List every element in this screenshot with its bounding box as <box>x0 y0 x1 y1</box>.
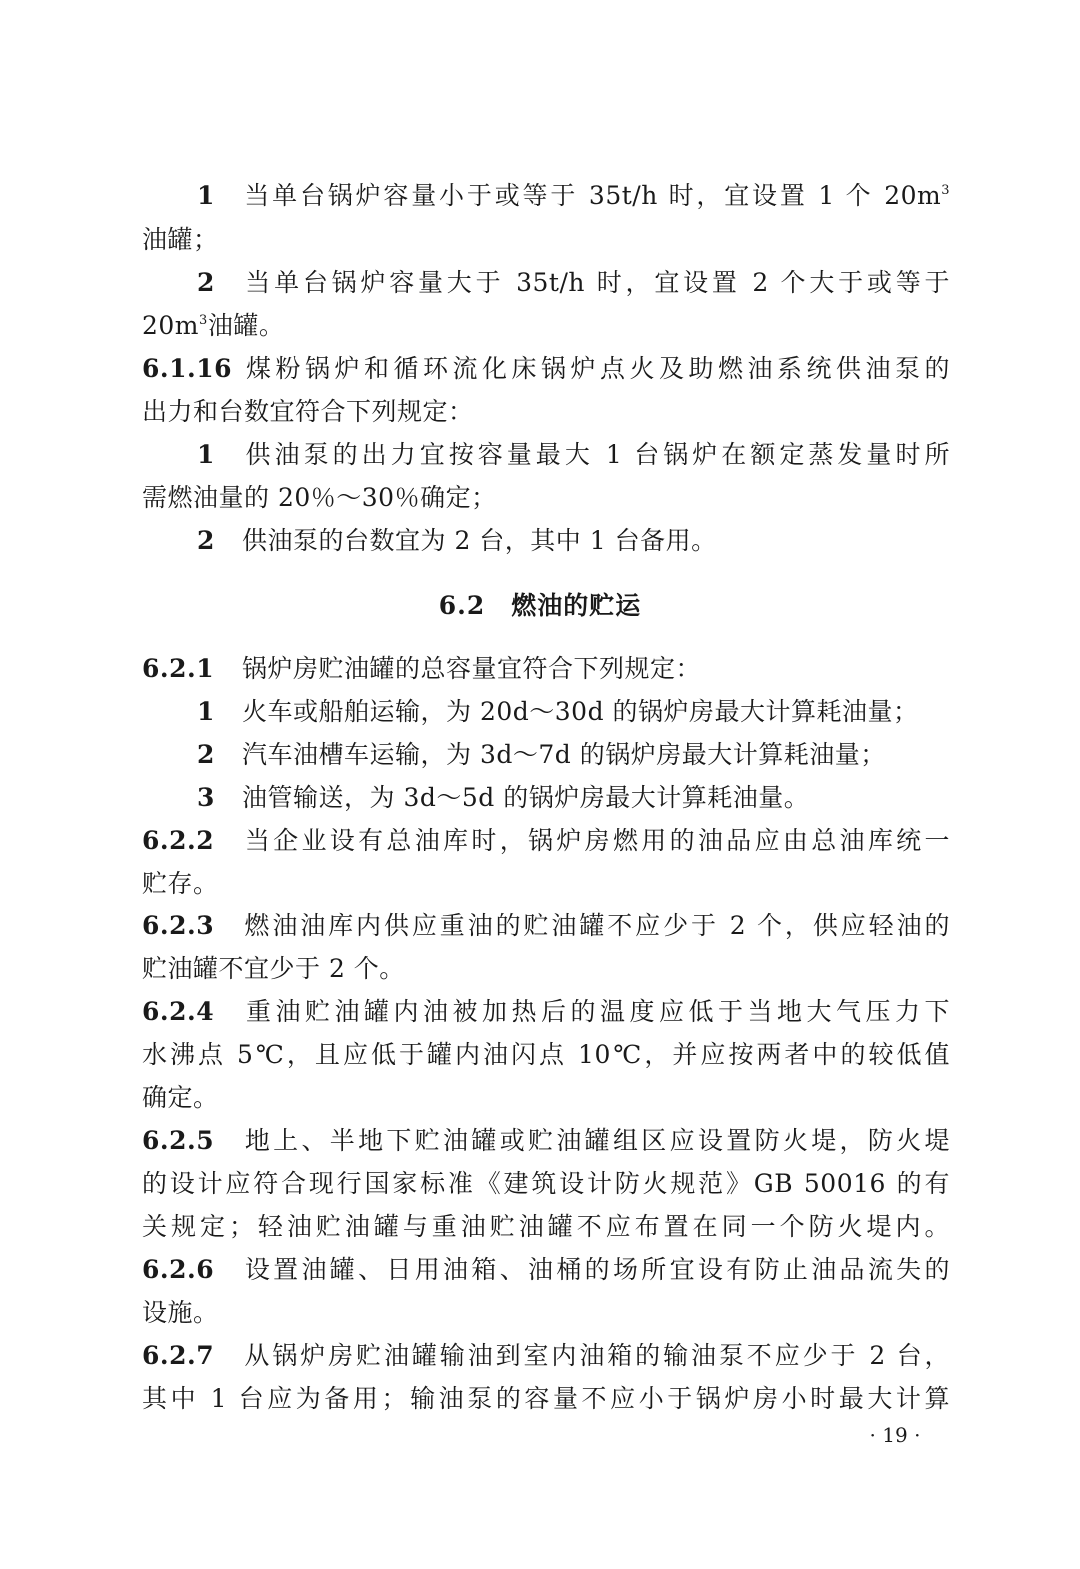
clause-text: 重油贮油罐内油被加热后的温度应低于当地大气压力下 <box>242 997 950 1026</box>
item-text: 当单台锅炉容量小于或等于 35t/h 时，宜设置 1 个 20m <box>242 181 942 210</box>
clause-number: 6.2.3 <box>142 911 215 940</box>
clause-6-2-7 <box>142 1334 950 1378</box>
clause-number: 6.2.5 <box>142 1126 215 1155</box>
superscript: 3 <box>941 183 950 198</box>
item-number: 2 <box>197 740 215 769</box>
clause-number: 6.2.6 <box>142 1255 215 1284</box>
item-text: 火车或船舶运输，为 20d～30d 的锅炉房最大计算耗油量； <box>242 697 919 726</box>
clause-text: 当企业设有总油库时，锅炉房燃用的油品应由总油库统一 <box>242 826 950 855</box>
item-1-cont: 油罐； <box>142 225 219 254</box>
clause-6-2-4-cont2: 确定。 <box>142 1083 219 1112</box>
clause-6-2-4 <box>142 990 950 1034</box>
clause-number: 6.2.7 <box>142 1341 215 1370</box>
clause-number: 6.1.16 <box>142 354 232 383</box>
clause-6-2-7-cont: 其中 1 台应为备用；输油泵的容量不应小于锅炉房小时最大计算 <box>142 1384 950 1413</box>
clause-6-2-5 <box>142 1119 950 1163</box>
item-text: 油罐。 <box>207 311 285 340</box>
item-text: 当单台锅炉容量大于 35t/h 时，宜设置 2 个大于或等于 <box>242 268 950 297</box>
clause-6-1-16-item-1 <box>197 433 950 477</box>
superscript: 3 <box>199 313 208 328</box>
section-heading <box>0 584 1080 628</box>
clause-6-2-6 <box>142 1248 950 1292</box>
item-text: 供油泵的出力宜按容量最大 1 台锅炉在额定蒸发量时所 <box>242 440 950 469</box>
clause-6-1-16 <box>142 347 950 391</box>
clause-6-2-2-cont: 贮存。 <box>142 869 219 898</box>
clause-6-2-3 <box>142 904 950 948</box>
item-text: 油管输送，为 3d～5d 的锅炉房最大计算耗油量。 <box>242 783 810 812</box>
item-number: 1 <box>197 181 215 210</box>
section-title: 燃油的贮运 <box>511 591 642 620</box>
clause-number: 6.2.1 <box>142 654 215 683</box>
clause-number: 6.2.4 <box>142 997 215 1026</box>
clause-6-2-1-item-3 <box>197 776 950 820</box>
item-text: 供油泵的台数宜为 2 台，其中 1 台备用。 <box>242 526 717 555</box>
clause-number: 6.2.2 <box>142 826 215 855</box>
clause-6-2-1 <box>142 647 950 691</box>
clause-6-2-2 <box>142 819 950 863</box>
page-number: · 19 · <box>869 1423 921 1447</box>
item-number: 1 <box>197 440 215 469</box>
clause-6-2-5-cont: 的设计应符合现行国家标准《建筑设计防火规范》GB 50016 的有 <box>142 1169 950 1198</box>
item-2-cont <box>142 304 950 348</box>
item-number: 2 <box>197 268 215 297</box>
item-number: 1 <box>197 697 215 726</box>
clause-text: 地上、半地下贮油罐或贮油罐组区应设置防火堤，防火堤 <box>242 1126 950 1155</box>
item-number: 3 <box>197 783 215 812</box>
clause-text: 煤粉锅炉和循环流化床锅炉点火及助燃油系统供油泵的 <box>242 354 950 383</box>
item-1-line <box>197 174 950 218</box>
clause-text: 从锅炉房贮油罐输油到室内油箱的输油泵不应少于 2 台， <box>242 1341 950 1370</box>
clause-text: 设置油罐、日用油箱、油桶的场所宜设有防止油品流失的 <box>242 1255 950 1284</box>
clause-text: 燃油油库内供应重油的贮油罐不应少于 2 个，供应轻油的 <box>242 911 950 940</box>
clause-6-2-6-cont: 设施。 <box>142 1298 219 1327</box>
clause-6-1-16-item-1-cont: 需燃油量的 20％～30％确定； <box>142 483 497 512</box>
clause-6-2-1-item-1 <box>197 690 950 734</box>
section-number: 6.2 <box>438 591 486 620</box>
item-number: 2 <box>197 526 215 555</box>
clause-text: 锅炉房贮油罐的总容量宜符合下列规定： <box>242 654 702 683</box>
clause-6-2-5-cont2: 关规定；轻油贮油罐与重油贮油罐不应布置在同一个防火堤内。 <box>142 1212 950 1241</box>
clause-6-2-3-cont: 贮油罐不宜少于 2 个。 <box>142 954 405 983</box>
item-text: 汽车油槽车运输，为 3d～7d 的锅炉房最大计算耗油量； <box>242 740 886 769</box>
clause-6-1-16-item-2 <box>197 519 950 563</box>
clause-6-1-16-cont: 出力和台数宜符合下列规定： <box>142 397 474 426</box>
clause-6-2-4-cont: 水沸点 5℃，且应低于罐内油闪点 10℃，并应按两者中的较低值 <box>142 1040 950 1069</box>
item-2-line <box>197 261 950 305</box>
clause-6-2-1-item-2 <box>197 733 950 777</box>
item-text: 20m <box>142 311 200 340</box>
